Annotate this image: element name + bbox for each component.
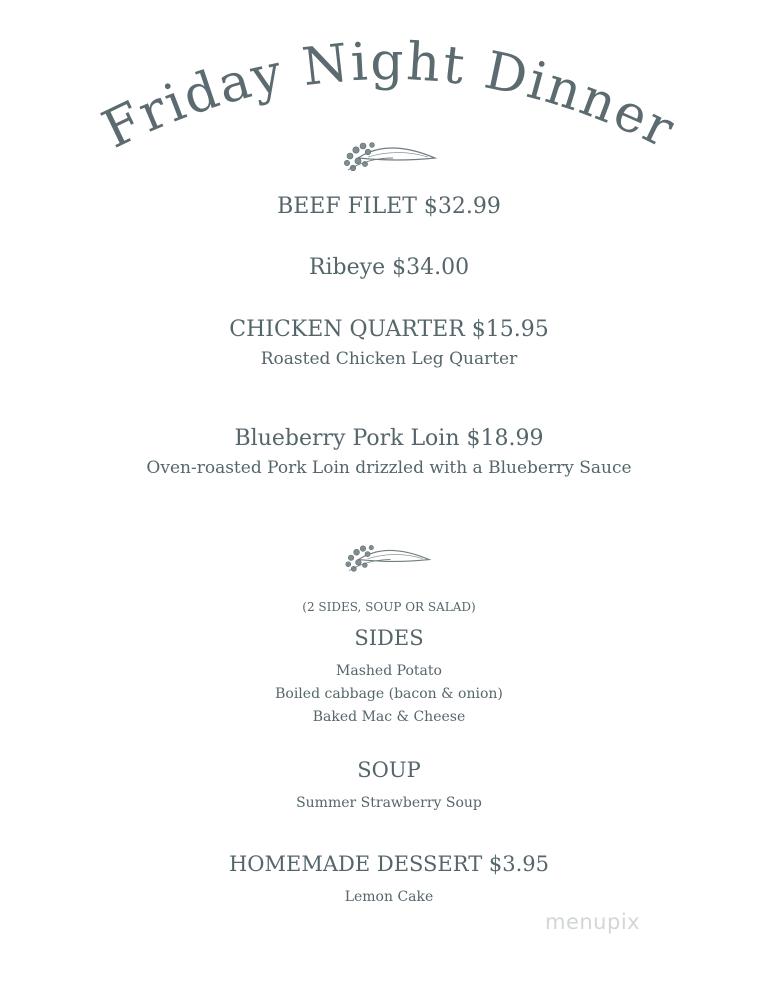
list-item: Baked Mac & Cheese [312, 709, 466, 725]
watermark: menupix [545, 910, 641, 934]
entree-chicken-quarter-description: Roasted Chicken Leg Quarter [260, 349, 518, 369]
menu-title-text: Friday Night Dinner [93, 31, 685, 161]
berry-sprig-icon [340, 532, 432, 578]
sides-note: (2 SIDES, SOUP OR SALAD) [302, 600, 476, 614]
berry-sprig-icon [338, 128, 438, 178]
entree-blueberry-pork-loin: Blueberry Pork Loin $18.99 [234, 426, 544, 451]
entree-ribeye: Ribeye $34.00 [308, 255, 470, 280]
entree-chicken-quarter: CHICKEN QUARTER $15.95 [229, 317, 549, 342]
dessert-heading: HOMEMADE DESSERT $3.95 [228, 852, 549, 876]
list-item: Lemon Cake [344, 889, 434, 905]
sides-heading: SIDES [354, 626, 424, 650]
entree-beef-filet: BEEF FILET $32.99 [277, 194, 501, 219]
list-item: Summer Strawberry Soup [296, 795, 482, 811]
list-item: Mashed Potato [336, 663, 442, 679]
entree-blueberry-pork-loin-description: Oven-roasted Pork Loin drizzled with a Blueberry Sauce [146, 458, 632, 478]
list-item: Boiled cabbage (bacon & onion) [275, 686, 503, 702]
soup-heading: SOUP [357, 758, 421, 782]
